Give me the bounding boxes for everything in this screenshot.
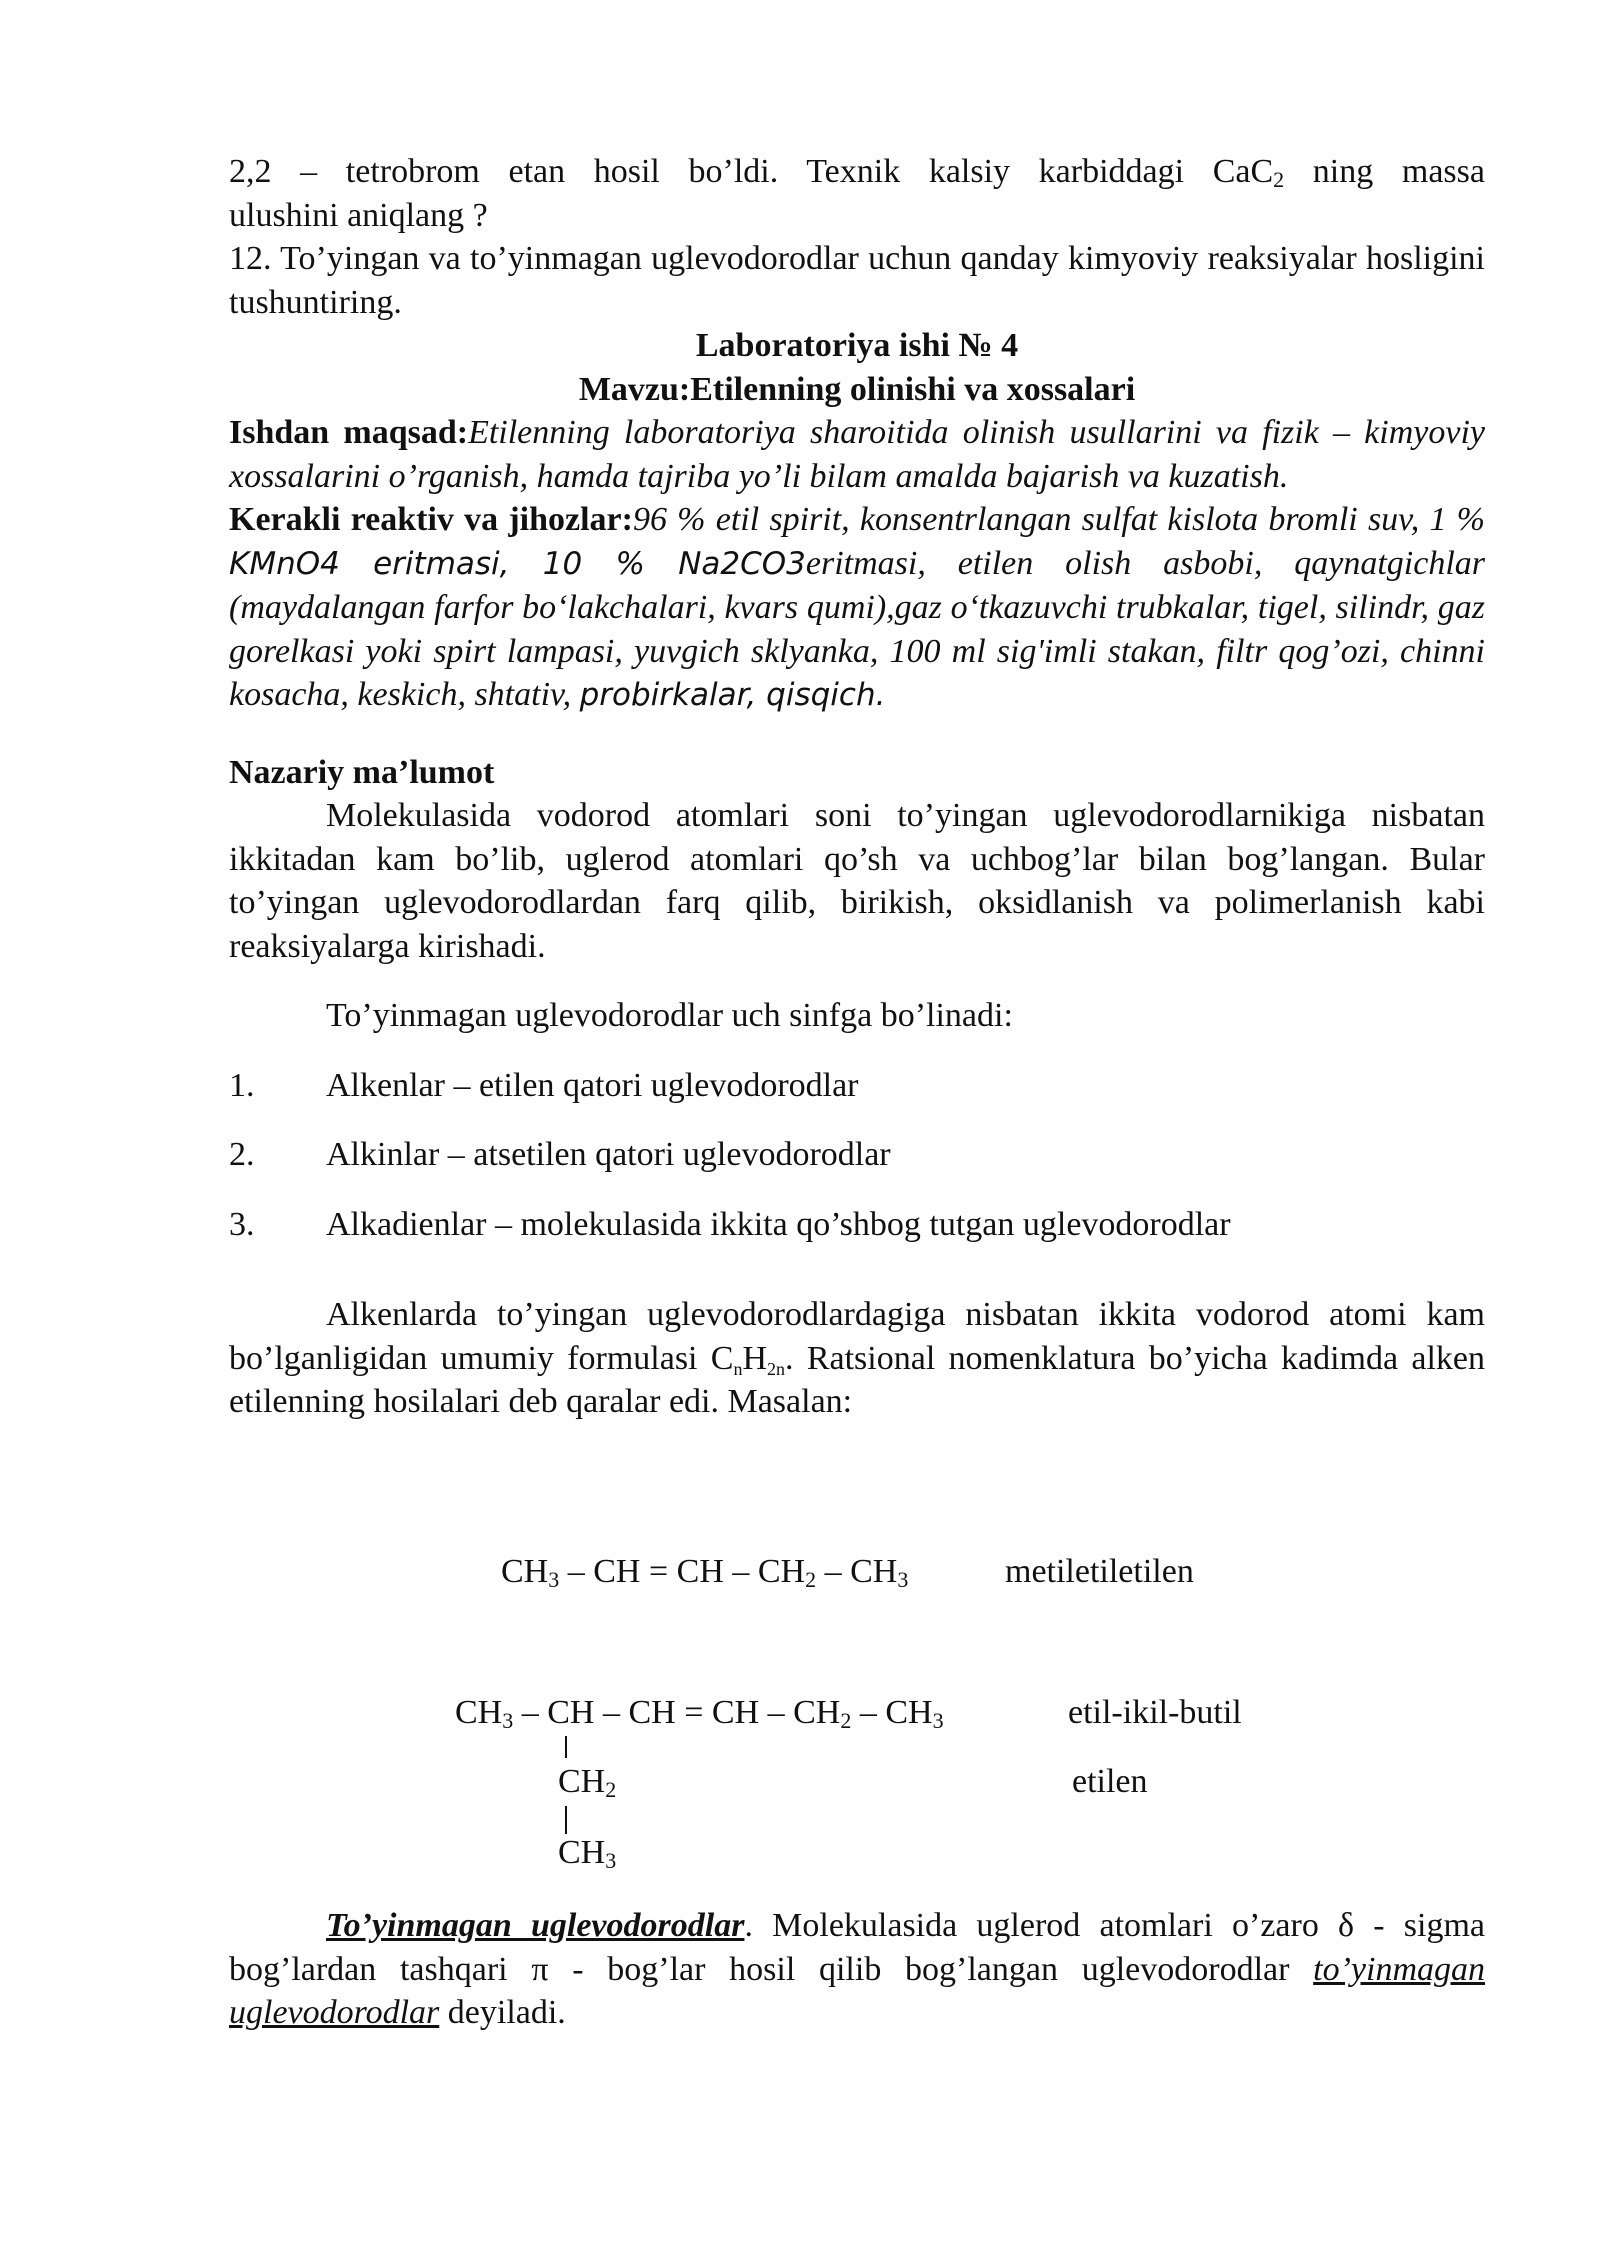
subscript: 2 [805, 1567, 817, 1592]
bond-line [565, 1736, 567, 1758]
line-1-text: 2,2 – tetrobrom etan hosil bo’ldi. Texnik kalsiy karbiddagi CaC [229, 153, 1274, 190]
list-number: 1. [229, 1066, 255, 1104]
list-text: Alkadienlar – molekulasida ikkita qo’shbog tutgan uglevodorodlar [326, 1205, 1231, 1243]
subscript: 3 [932, 1708, 944, 1733]
bond-line [565, 1806, 567, 1834]
formula-text: CH [455, 1694, 503, 1731]
subscript: 2 [1273, 167, 1285, 192]
class-list [229, 1064, 1485, 1247]
para3-text: Alkenlarda to’yingan uglevodorodlardagiga nisbatan ikkita vodorod atomi kam bo’lganligidan umumiy formulasi C [229, 1296, 1485, 1377]
reagents-paragraph [229, 498, 1485, 718]
formula-text: CH [501, 1553, 549, 1590]
aim-label: Ishdan maqsad: [229, 414, 469, 451]
theory-paragraph-3 [229, 1293, 1485, 1424]
para3-h: H [742, 1339, 768, 1377]
formula-text: – CH – CH = CH – CH [513, 1694, 841, 1731]
para3-end: . Ratsional nomenklatura bo’yicha kadimda alken etilenning hosilalari deb qaralar edi. Masalan: [229, 1339, 1485, 1420]
branch-ch2 [558, 1763, 616, 1801]
list-text: Alkenlar – etilen qatori uglevodorodlar [326, 1066, 859, 1104]
subscript: 2 [840, 1708, 852, 1733]
final-paragraph [229, 1904, 1485, 2035]
list-item [229, 1133, 1485, 1177]
final-text: . Molekulasida uglerod atomlari o’zaro δ - sigma bog’lardan tashqari π - bog’lar hosil qilib bog’langan uglevodorodlar [229, 1907, 1486, 1988]
reagents-part4: probirkalar, qisqich. [579, 677, 886, 713]
formula-text: – CH [816, 1553, 898, 1590]
subscript: 3 [897, 1567, 909, 1592]
subscript: n [733, 1358, 743, 1379]
subscript: 2n [767, 1358, 786, 1379]
formula-2 [455, 1694, 944, 1732]
subscript: 3 [605, 1848, 617, 1873]
formula-text: CH [558, 1834, 606, 1871]
line-2: ulushini aniqlang ? [229, 196, 488, 234]
na2co3: Na2CO3 [678, 545, 806, 582]
list-item [229, 1203, 1485, 1247]
formula-2-name-1: etil-ikil-butil [1068, 1694, 1242, 1731]
list-number: 2. [229, 1136, 255, 1173]
line-1-end: ning massa [1284, 153, 1485, 190]
reagents-part2: eritmasi, 10 % [339, 545, 679, 582]
lab-title: Laboratoriya ishi № 4 [695, 327, 1019, 364]
term-highlight: To’yinmagan uglevodorodlar [326, 1907, 745, 1944]
line-1 [229, 150, 1485, 194]
theory-paragraph-2: To’yinmagan uglevodorodlar uch sinfga bo’linadi: [326, 997, 1013, 1034]
subscript: 2 [605, 1777, 617, 1802]
formula-text: – CH [851, 1694, 933, 1731]
formula-text: – CH = CH – CH [559, 1553, 806, 1590]
aim-paragraph [229, 411, 1485, 498]
reagents-part3: eritmasi, etilen olish asbobi, qaynatgichlar (maydalangan farfor bo‘lakchalari, kvars qumi),gaz o‘tkazuvchi trubkalar, tigel, silindr, gaz gorelkasi yoki spirt lampasi, yuvgich sklyanka, 100 ml sig'imli stakan, filtr qog’ozi, chinni kosacha, keskich, shtativ, [229, 544, 1485, 713]
reagents-label: Kerakli reaktiv va jihozlar: [229, 501, 633, 538]
list-item [229, 1064, 1485, 1108]
reagents-part1: 96 % etil spirit, konsentrlangan sulfat kislota bromli suv, 1 % [632, 501, 1486, 538]
document-page [229, 150, 1485, 1424]
formula-1 [501, 1553, 908, 1591]
lab-topic: Mavzu:Etilenning olinishi va xossalari [578, 370, 1136, 408]
term-underlined: to’yinmagan uglevodorodlar [229, 1950, 1485, 2031]
list-number: 3. [229, 1205, 255, 1243]
final-paragraph-block [229, 1904, 1485, 2035]
aim-text: Etilenning laboratoriya sharoitida olinish usullarini va fizik – kimyoviy xossalarini o’rganish, hamda tajriba yo’li bilam amalda bajarish va kuzatish. [229, 414, 1485, 495]
branch-ch3 [558, 1834, 616, 1872]
question-12: 12. To’yingan va to’yinmagan uglevodorodlar uchun qanday kimyoviy reaksiyalar hosligini tushuntiring. [229, 240, 1485, 321]
formula-text: CH [558, 1763, 606, 1800]
theory-paragraph-1: Molekulasida vodorod atomlari soni to’yingan uglevodorodlarnikiga nisbatan ikkitadan kam bo’lib, uglerod atomlari qo’sh va uchbog’lar bilan bog’langan. Bular to’yingan uglevodorodlardan farq qilib, birikish, oksidlanish va polimerlanish kabi reaksiyalarga kirishadi. [229, 797, 1485, 965]
theory-heading: Nazariy ma’lumot [229, 753, 495, 791]
subscript: 3 [502, 1708, 514, 1733]
list-text: Alkinlar – atsetilen qatori uglevodorodlar [326, 1136, 891, 1173]
subscript: 3 [548, 1567, 560, 1592]
final-text-end: deyiladi. [439, 1994, 566, 2031]
formula-1-name: metiletiletilen [1005, 1553, 1194, 1590]
formula-2-name-2: etilen [1072, 1763, 1148, 1800]
kmno4: KMnO4 [229, 545, 340, 582]
